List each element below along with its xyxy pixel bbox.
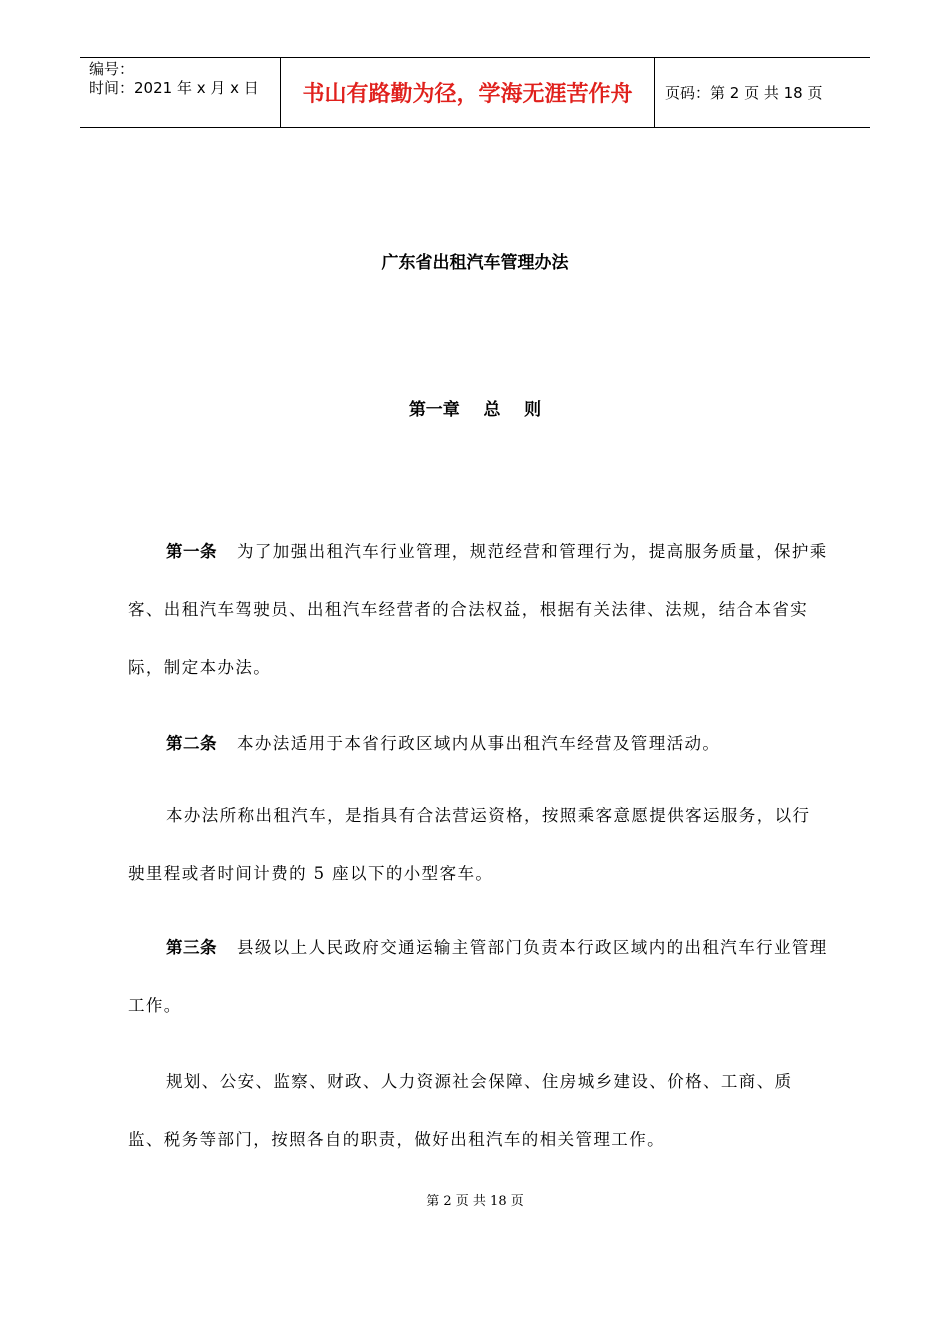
header-meta-cell (80, 58, 281, 127)
time-label: 时间：2021 年 x 月 x 日 (89, 79, 259, 97)
article-paragraph (128, 1053, 828, 1169)
chapter-heading (0, 395, 950, 420)
article-label: 第二条 (166, 734, 217, 753)
article-text: 县级以上人民政府交通运输主管部门负责本行政区域内的出租汽车行业管理工作。 (128, 938, 828, 1015)
page-footer: 第 2 页 共 18 页 (426, 1194, 524, 1209)
motto-text: 书山有路勤为径，学海无涯苦作舟 (302, 82, 633, 107)
number-label: 编号： (89, 60, 135, 78)
article-paragraph (128, 787, 828, 903)
page-info: 页码：第 2 页 共 18 页 (665, 84, 823, 102)
document-title: 广东省出租汽车管理办法 (381, 253, 569, 273)
article-paragraph (128, 715, 828, 773)
article-paragraph (128, 523, 828, 697)
header-table (80, 57, 870, 128)
chapter-heading-text: 第一章 总 则 (408, 400, 542, 420)
article-text: 本办法适用于本省行政区域内从事出租汽车经营及管理活动。 (237, 734, 721, 753)
motto-cell (281, 58, 655, 127)
article-text: 本办法所称出租汽车，是指具有合法营运资格，按照乘客意愿提供客运服务，以行驶里程或者时间计费的 5 座以下的小型客车。 (128, 806, 811, 883)
page-info-cell (655, 58, 870, 127)
article-label: 第三条 (166, 938, 217, 957)
article-text: 为了加强出租汽车行业管理，规范经营和管理行为，提高服务质量，保护乘客、出租汽车驾驶员、出租汽车经营者的合法权益，根据有关法律、法规，结合本省实际，制定本办法。 (128, 542, 828, 677)
article-paragraph (128, 919, 828, 1035)
article-label: 第一条 (166, 542, 217, 561)
article-text: 规划、公安、监察、财政、人力资源社会保障、住房城乡建设、价格、工商、质监、税务等部门，按照各自的职责，做好出租汽车的相关管理工作。 (128, 1072, 793, 1149)
